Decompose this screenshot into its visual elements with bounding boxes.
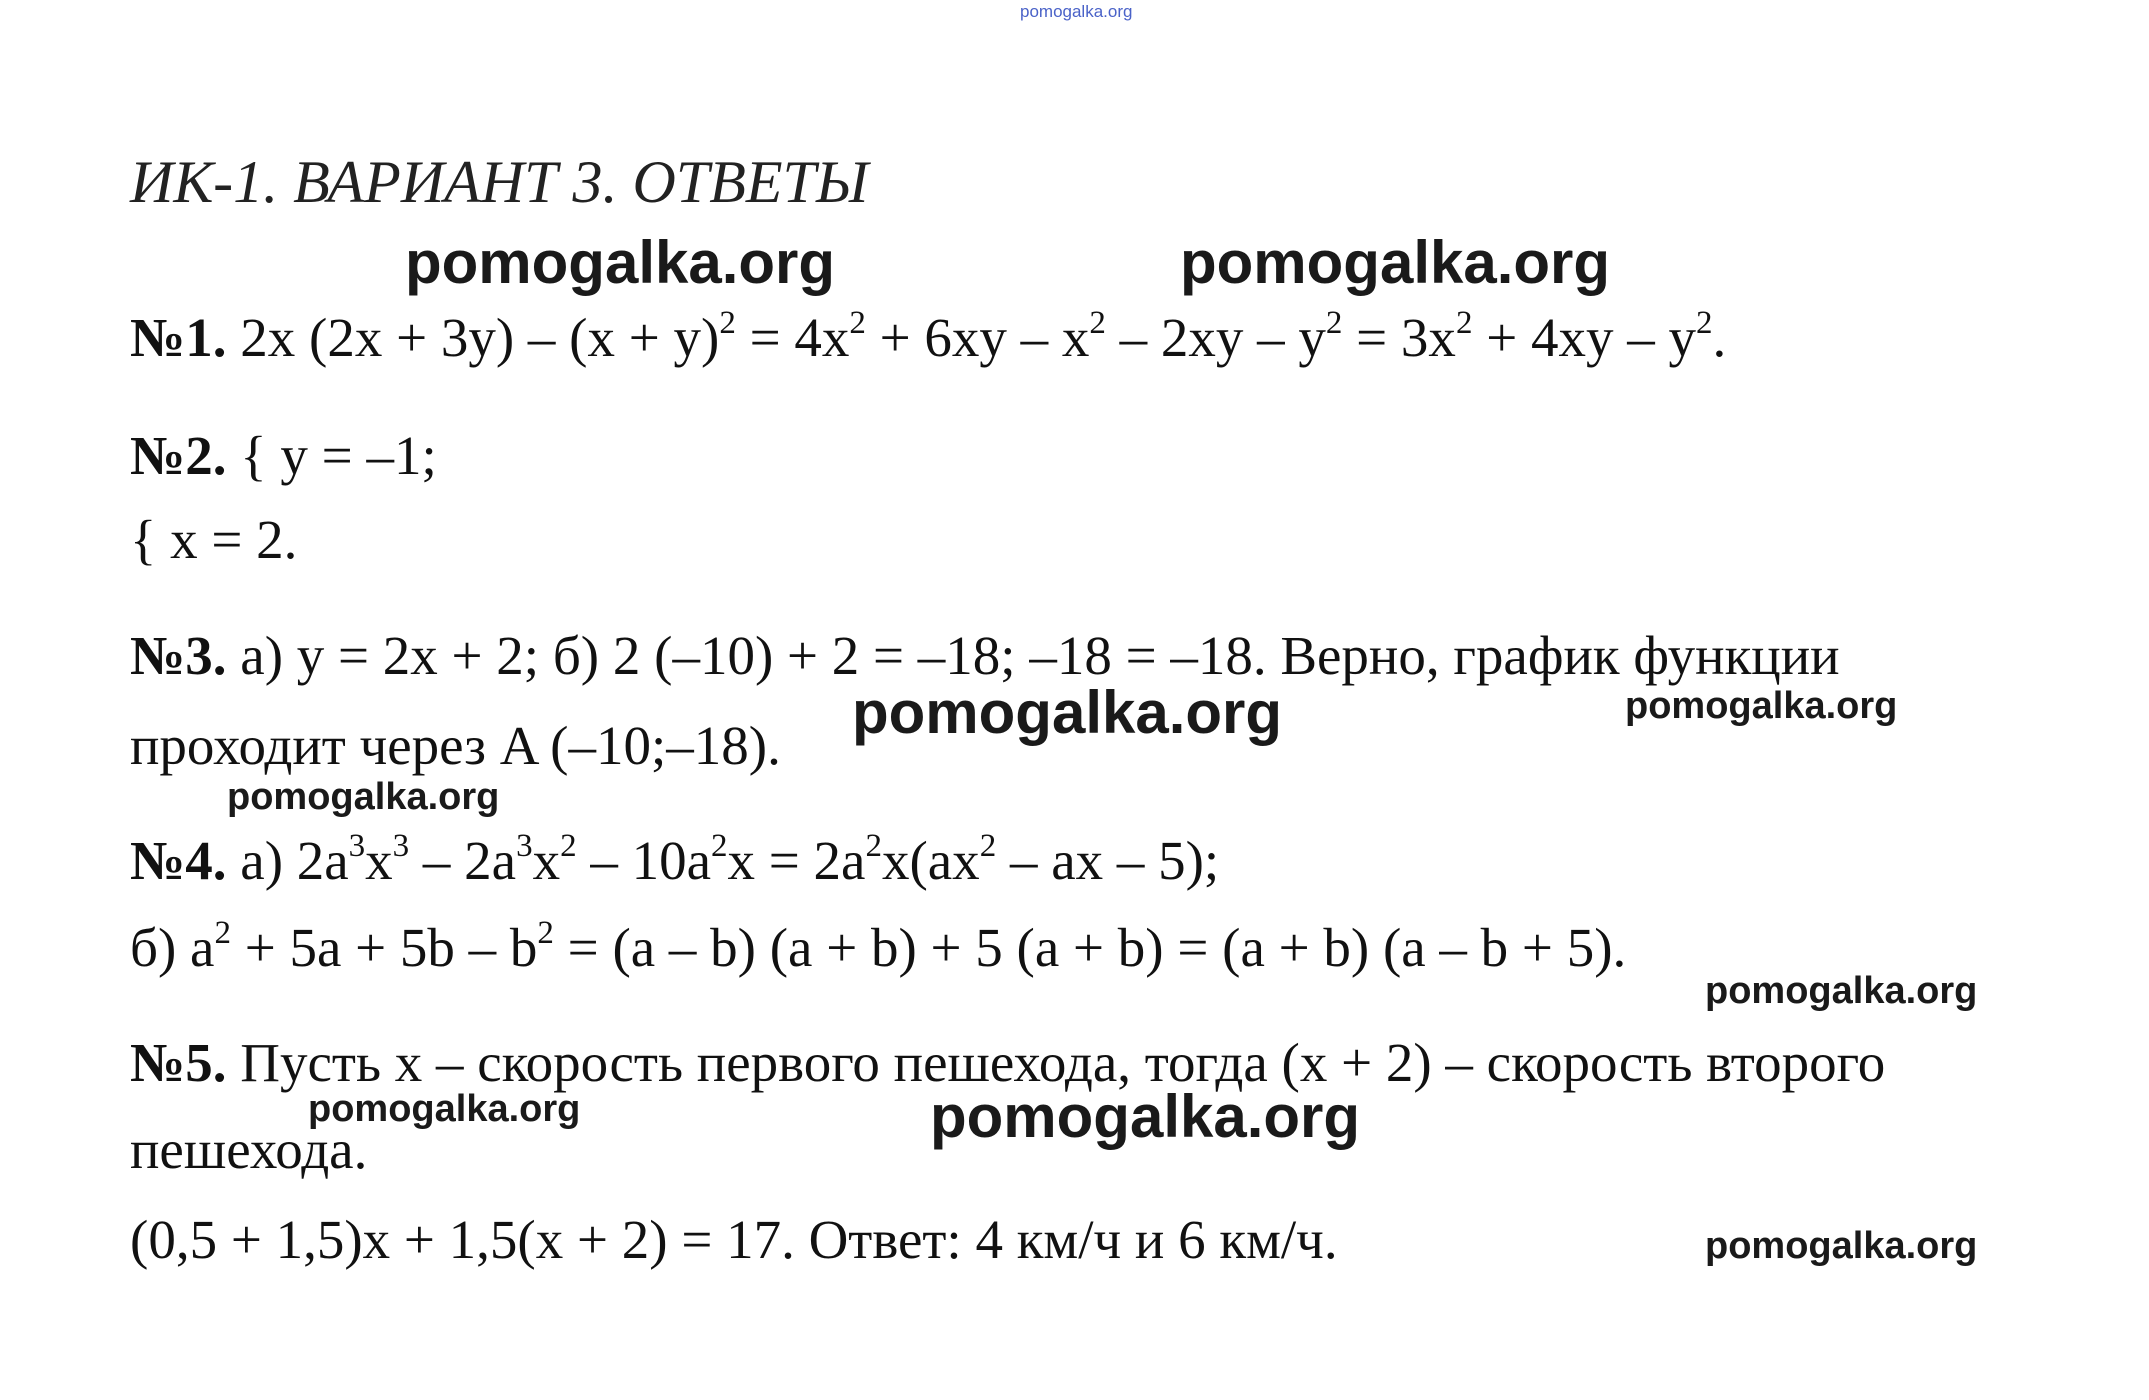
problem-5-line-2: пешехода. [130,1119,368,1180]
watermark-7: pomogalka.org [308,1088,581,1130]
watermark-5: pomogalka.org [227,776,500,818]
top-watermark: pomogalka.org [1020,2,1133,21]
watermark-2: pomogalka.org [1180,229,1611,296]
problem-2-number: №2. [130,425,227,486]
problem-5-line-3: (0,5 + 1,5)x + 1,5(x + 2) = 17. Ответ: 4 км/ч и 6 км/ч. [130,1209,1338,1270]
problem-4-line-b: б) $a^2 + 5a + 5b - b^2 = (a - b) (a + b) + 5$ (a + b) = (a + b) (a – b + 5). [130,914,1627,978]
problem-3-number: №3. [130,625,227,686]
problem-5-line-1: №5. Пусть x – скорость первого пешехода, тогда (x + 2) – скорость второго [130,1032,1886,1093]
watermark-1: pomogalka.org [405,229,836,296]
watermark-3: pomogalka.org [852,679,1283,746]
problem-3-line-1: №3. а) y = 2x + 2; б) 2 (–10) + 2 = –18; –18 = –18. Верно, график функции [130,625,1840,686]
watermark-8: pomogalka.org [930,1083,1361,1150]
problem-4-number: №4. [130,830,227,891]
problem-3-line-2: проходит через A (–10;–18). [130,715,781,776]
watermark-4: pomogalka.org [1625,685,1898,727]
problem-5-number: №5. [130,1032,227,1093]
watermark-6: pomogalka.org [1705,970,1978,1012]
problem-1: №1. 2x $(2x + 3y) - (x + y)^2 = 4x^2 + 6xy - x^2 - 2xy - y^2 = 3x^2 + 4xy - y^2$. [130,304,1727,368]
page-title: ИК-1. ВАРИАНТ 3. ОТВЕТЫ [130,149,869,215]
problem-2-line-1: №2. { y = –1; [130,425,437,486]
problem-4-line-a: №4. а) $2a^3x^3 - 2a^3x^2 - 10a^2x = 2a^2x(ax^2$ – ax – 5); [130,827,1220,891]
problem-2-line-2: { x = 2. [130,509,298,570]
problem-1-number: №1. [130,307,227,368]
watermark-9: pomogalka.org [1705,1225,1978,1267]
